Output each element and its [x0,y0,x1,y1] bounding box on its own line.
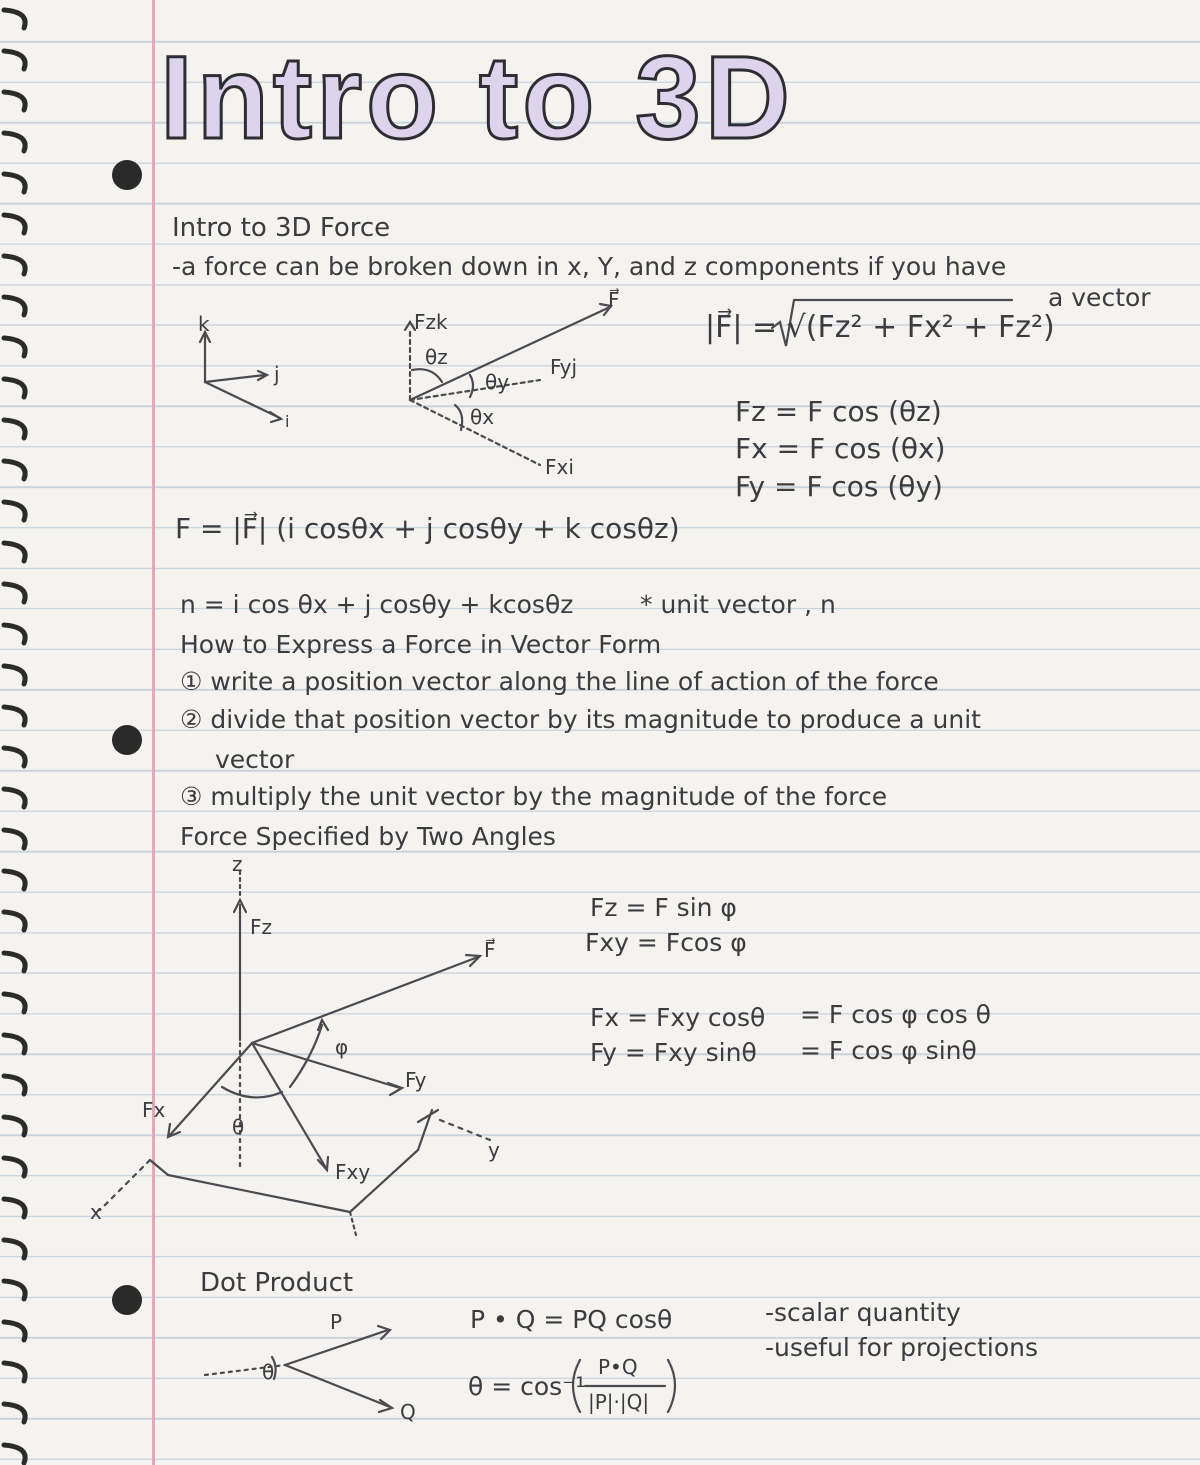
dot-product-angle-equation: θ = cos⁻¹ [468,1372,586,1401]
label-theta-x: θx [470,405,495,429]
section-heading: Intro to 3D Force [172,213,391,243]
two-angles-diagram [100,870,490,1235]
label-fxi: Fxi [545,455,574,479]
label-fy: Fy [405,1068,427,1092]
label-fxy: Fxy [335,1160,371,1184]
equation: = F cos φ sinθ [800,1036,977,1065]
section-heading: Dot Product [200,1268,354,1298]
equation: Fx = Fxy cosθ [590,1003,766,1032]
step-item: ① write a position vector along the line of action of the force [180,667,939,696]
axes-diagram [200,332,281,422]
text-line: -a force can be broken down in x, Y, and z components if you have [172,252,1007,281]
label-x: x [90,1200,102,1224]
label-p: P [330,1310,343,1334]
section-heading: Force Specified by Two Angles [180,822,556,851]
section-heading: How to Express a Force in Vector Form [180,630,662,659]
label-z: z [232,852,243,876]
label-fx: Fx [142,1098,166,1122]
equation: Fxy = Fcos φ [585,928,747,957]
label-phi: φ [335,1035,349,1059]
label-theta: θ [262,1360,275,1384]
axis-label-j: j [274,362,280,386]
label-fyj: Fyj [550,355,578,379]
step-item: ② divide that position vector by its magnitude to produce a unit [180,705,981,734]
equation: Fz = F sin φ [590,893,737,922]
step-item: ③ multiply the unit vector by the magnitude of the force [180,782,888,811]
label-f-vector: F⃗ [484,938,496,962]
component-eq: Fz = F cos (θz) [735,395,942,428]
component-eq: Fy = F cos (θy) [735,470,943,503]
label-theta: θ [232,1115,245,1139]
component-eq: Fx = F cos (θx) [735,432,946,465]
note-item: -scalar quantity [765,1298,961,1327]
magnitude-equation: |F⃗| = √(Fz² + Fx² + Fz²) [705,310,1055,345]
label-f-vector: F⃗ [608,288,620,312]
axis-label-k: k [198,312,210,336]
label-theta-z: θz [425,345,448,369]
fraction-numerator: P•Q [598,1355,638,1379]
dot-product-diagram [205,1326,392,1412]
text-line: a vector [1048,283,1151,312]
force-equation: F = |F⃗| (i cosθx + j cosθy + k cosθz) [175,512,680,545]
label-q: Q [400,1400,416,1424]
fraction-denominator: |P|·|Q| [588,1390,650,1414]
unit-vector-equation: n = i cos θx + j cosθy + kcosθz [180,590,574,619]
equation: Fy = Fxy sinθ [590,1038,757,1067]
dot-product-equation: P • Q = PQ cosθ [470,1305,673,1334]
equation: = F cos φ cos θ [800,1000,991,1029]
axis-label-i: i [285,412,290,431]
label-y: y [488,1138,500,1162]
label-theta-y: θy [485,370,510,394]
label-fzk: Fzk [414,310,448,334]
page-title: Intro to 3D [160,32,794,164]
unit-vector-note: * unit vector , n [640,590,836,619]
label-fz: Fz [250,915,273,939]
note-item: -useful for projections [765,1333,1039,1362]
step-item: vector [215,745,295,774]
